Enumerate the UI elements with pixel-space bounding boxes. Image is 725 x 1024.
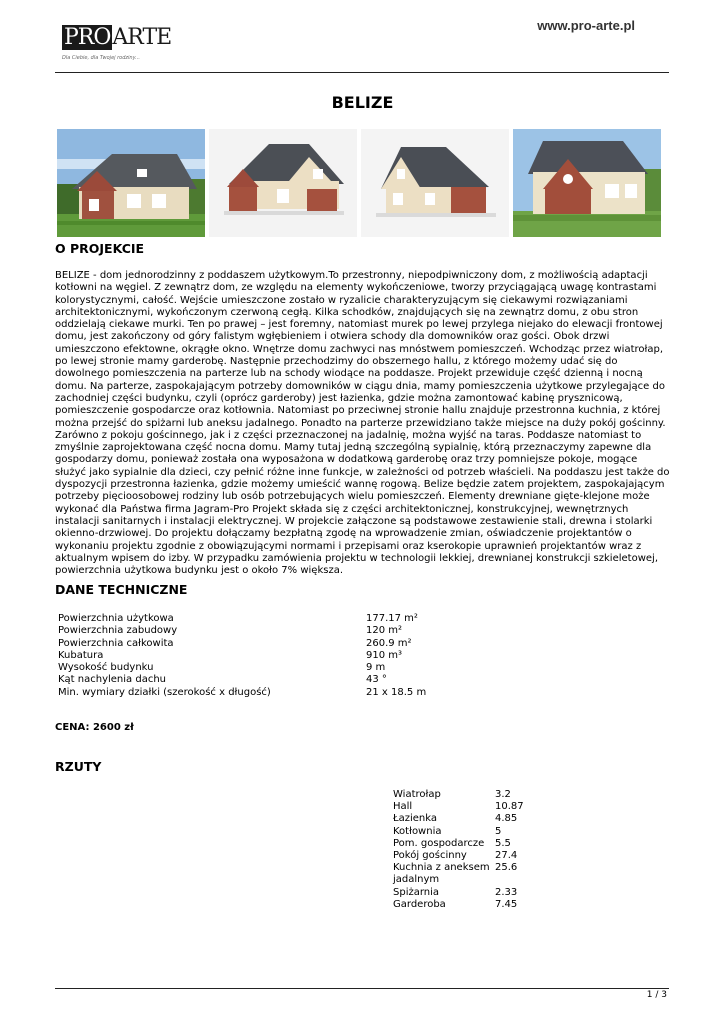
room-name: Pom. gospodarcze (393, 837, 485, 849)
room-area: 10.87 (495, 801, 524, 813)
room-area: 4.85 (495, 813, 518, 825)
house-render-side[interactable] (361, 129, 509, 237)
logo-tagline: Dla Ciebie, dla Twojej rodziny... (62, 55, 140, 61)
room-name: Wiatrołap (393, 789, 441, 800)
room-row (393, 838, 524, 850)
room-area: 7.45 (495, 898, 518, 910)
room-row (393, 826, 524, 838)
room-name: Hall (393, 801, 413, 813)
tech-row (58, 687, 478, 699)
room-row (393, 789, 524, 801)
website-link[interactable]: www.pro-arte.pl (537, 18, 635, 33)
tech-row (58, 650, 478, 662)
room-name: Kotłownia (393, 825, 442, 837)
footer-divider (55, 988, 669, 989)
tech-value: 177.17 m² (366, 613, 418, 624)
plans-heading: RZUTY (55, 759, 102, 774)
tech-value: 120 m² (366, 625, 403, 637)
tech-row (58, 625, 478, 637)
header-divider (55, 72, 669, 73)
room-name: Spiżarnia (393, 886, 440, 898)
tech-label: Wysokość budynku (58, 662, 154, 674)
tech-label: Kąt nachylenia dachu (58, 674, 167, 686)
house-photo-real[interactable] (513, 129, 661, 237)
house-render-front[interactable] (209, 129, 357, 237)
tech-label: Powierzchnia zabudowy (58, 625, 178, 637)
about-heading: O PROJEKCIE (55, 241, 145, 256)
house-photo-garden[interactable] (57, 129, 205, 237)
room-row (393, 850, 524, 862)
tech-label: Powierzchnia całkowita (58, 637, 174, 649)
tech-row (58, 613, 478, 625)
tech-value: 43 ° (366, 674, 387, 686)
page-number: 1 / 3 (646, 990, 667, 1000)
tech-table (58, 613, 478, 699)
rooms-table (393, 789, 524, 911)
tech-heading: DANE TECHNICZNE (55, 582, 188, 597)
room-area: 25.6 (495, 862, 518, 874)
tech-value: 910 m³ (366, 649, 403, 661)
logo-wordmark: PROARTE (64, 25, 172, 50)
room-row (393, 801, 524, 813)
room-area: 2.33 (495, 886, 518, 898)
room-name: Pokój gościnny (393, 850, 467, 862)
tech-label: Powierzchnia użytkowa (58, 613, 174, 624)
room-name: Łazienka (393, 813, 438, 825)
room-area: 5 (495, 825, 502, 837)
room-name: Garderoba (393, 898, 446, 910)
tech-value: 9 m (366, 662, 386, 674)
tech-label: Kubatura (58, 649, 104, 661)
project-description: BELIZE - dom jednorodzinny z poddaszem użytkowym.To przestronny, niepodpiwniczony dom, z możliwością adaptacji kotłowni na węgiel. Z zewnątrz dom, ze względu na elementy wykończeniowe, tworzy przyciągającą uwagę kontrastami kolorystycznymi, całość. Wejście umieszczone zostało w ryzalicie charakteryzującym się ciekawymi rozwiązaniami architektonicznymi, wykończonym czerwoną cegłą. Kilka schodków, znajdujących się na zewnątrz domu, z obu stron oddzielają ciekawe murki. Ten po prawej – jest foremny, natomiast murek po lewej przylega niejako do elewacji frontowej domu, jest zakończony od góry falistym wgłębieniem i otwiera schody dla domowników oraz gości. Obok drzwi umieszczono efektowne, okrągłe okno. Wnętrze domu zachwyci nas mnóstwem pomieszczeń. Wchodząc przez wiatrołap, po lewej stronie mamy garderobę. Następnie przechodzimy do obszernego hallu, z którego możemy udać się do dowolnego pomieszczenia na parterze lub na schody wiodące na poddasze. Projekt przewiduje część dzienną i nocną domu. Na parterze, zaspokajającym potrzeby domowników w ciągu dnia, mamy pomieszczenia użytkowe przylegające do zachodniej części budynku, czyli (oprócz garderoby) jest łazienka, gdzie można zamontować kabinę prysznicową, pomieszczenie gospodarcze oraz kotłownia. Natomiast po przeciwnej stronie hallu znajduje przestronna kuchnia, z której można przejść do spiżarni lub aneksu jadalnego. Ponadto na parterze przewidziano także miejsce na duży pokój gościnny. Zarówno z pokoju gościnnego, jak i z części przeznaczonej na jadalnię, można wyjść na taras. Poddasze natomiast to zmyślnie zaprojektowana część nocna domu. Mamy tutaj jedną szczególną sypialnię, którą przeznaczymy zapewne dla gospodarzy domu, ponieważ została ona wyposażona w dodatkową garderobę oraz trzy pomniejsze pokoje, mogące służyć jako sypialnie dla dzieci, czy pełnić różne inne funkcje, w zależności od potrzeb właścieli. Na poddaszu jest także do dyspozycji przestronna łazienka, gdzie możemy umieścić wannę rogową. Belize będzie zatem projektem, zaspokajającym potrzeby pięcioosobowej rodziny lub osób potrzebujących wielu pomieszczeń. Elementy drewniane gięte-klejone może wykonać dla Państwa firma Jagram-Pro Projekt składa się z części architektonicznej, konstrukcyjnej, wewnętrznych instalacji sanitarnych i instalacji elektrycznej. W projekcie załączone są podstawowe zestawienie stali, drewna i stolarki okienno-drzwiowej. Do projektu dołączamy bezpłatną zgodę na wprowadzenie zmian, oświadczenie projektantów o wykonaniu projektu zgodnie z obowiązującymi normami i przepisami oraz kserokopie uprawnień projektantów wraz z aktualnym wpisem do izby. W przypadku zamówienia projektu w technologii lekkiej, drewnianej konstrukcji szkieletowej, powierzchnia użytkowa budynku jest o około 7% większa. (55, 270, 670, 577)
tech-value: 260.9 m² (366, 637, 412, 649)
room-row (393, 899, 524, 911)
tech-row (58, 662, 478, 674)
room-row (393, 862, 524, 886)
price-label: CENA: 2600 zł (55, 722, 134, 733)
room-area: 5.5 (495, 837, 511, 849)
tech-row (58, 638, 478, 650)
company-logo (62, 25, 172, 66)
room-name: Kuchnia z aneksem jadalnym (393, 862, 490, 886)
project-title: BELIZE (331, 93, 394, 112)
room-area: 3.2 (495, 789, 511, 800)
room-row (393, 887, 524, 899)
room-area: 27.4 (495, 850, 518, 862)
tech-label: Min. wymiary działki (szerokość x długość) (58, 686, 271, 698)
tech-value: 21 x 18.5 m (366, 686, 427, 698)
tech-row (58, 674, 478, 686)
room-row (393, 813, 524, 825)
